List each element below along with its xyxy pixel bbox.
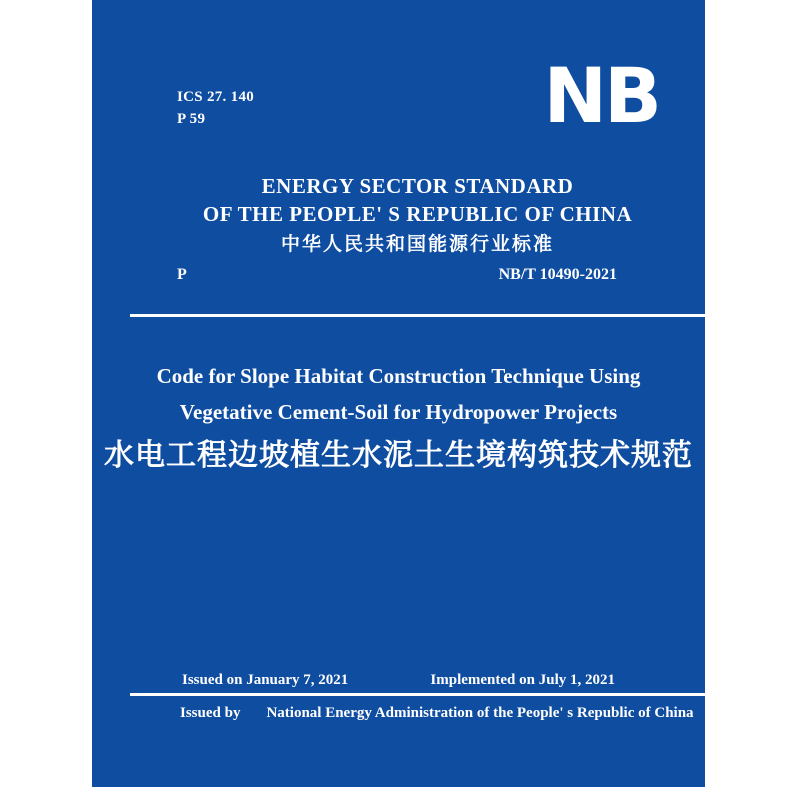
ics-code: ICS 27. 140 bbox=[177, 89, 255, 105]
issuer-row bbox=[180, 705, 694, 722]
standard-header bbox=[130, 172, 705, 258]
title-block bbox=[92, 358, 705, 478]
standard-cover bbox=[92, 0, 705, 787]
standard-header-line2: OF THE PEOPLE' S REPUBLIC OF CHINA bbox=[202, 202, 633, 226]
title-english-line2: Vegetative Cement-Soil for Hydropower Projects bbox=[179, 400, 618, 424]
title-english-line1: Code for Slope Habitat Construction Technique Using bbox=[156, 364, 641, 388]
bottom-divider-line bbox=[130, 693, 705, 696]
nb-logo: NB bbox=[543, 51, 659, 140]
top-divider-line bbox=[130, 314, 705, 317]
issuer-organization: National Energy Administration of the People' s Republic of China bbox=[266, 705, 694, 721]
china-class-code: P 59 bbox=[177, 111, 206, 127]
standard-header-line1: ENERGY SECTOR STANDARD bbox=[261, 174, 574, 198]
issuer-label: Issued by bbox=[180, 705, 241, 721]
title-chinese: 水电工程边坡植生水泥土生境构筑技术规范 bbox=[104, 439, 693, 472]
standard-number: NB/T 10490-2021 bbox=[498, 266, 617, 283]
issued-date: Issued on January 7, 2021 bbox=[182, 672, 349, 688]
ics-classification-block bbox=[177, 86, 254, 130]
class-prefix: P bbox=[177, 266, 187, 283]
standard-code-row bbox=[177, 266, 617, 284]
standard-header-chinese: 中华人民共和国能源行业标准 bbox=[280, 233, 554, 255]
dates-row bbox=[182, 672, 615, 689]
implemented-date: Implemented on July 1, 2021 bbox=[430, 672, 615, 688]
